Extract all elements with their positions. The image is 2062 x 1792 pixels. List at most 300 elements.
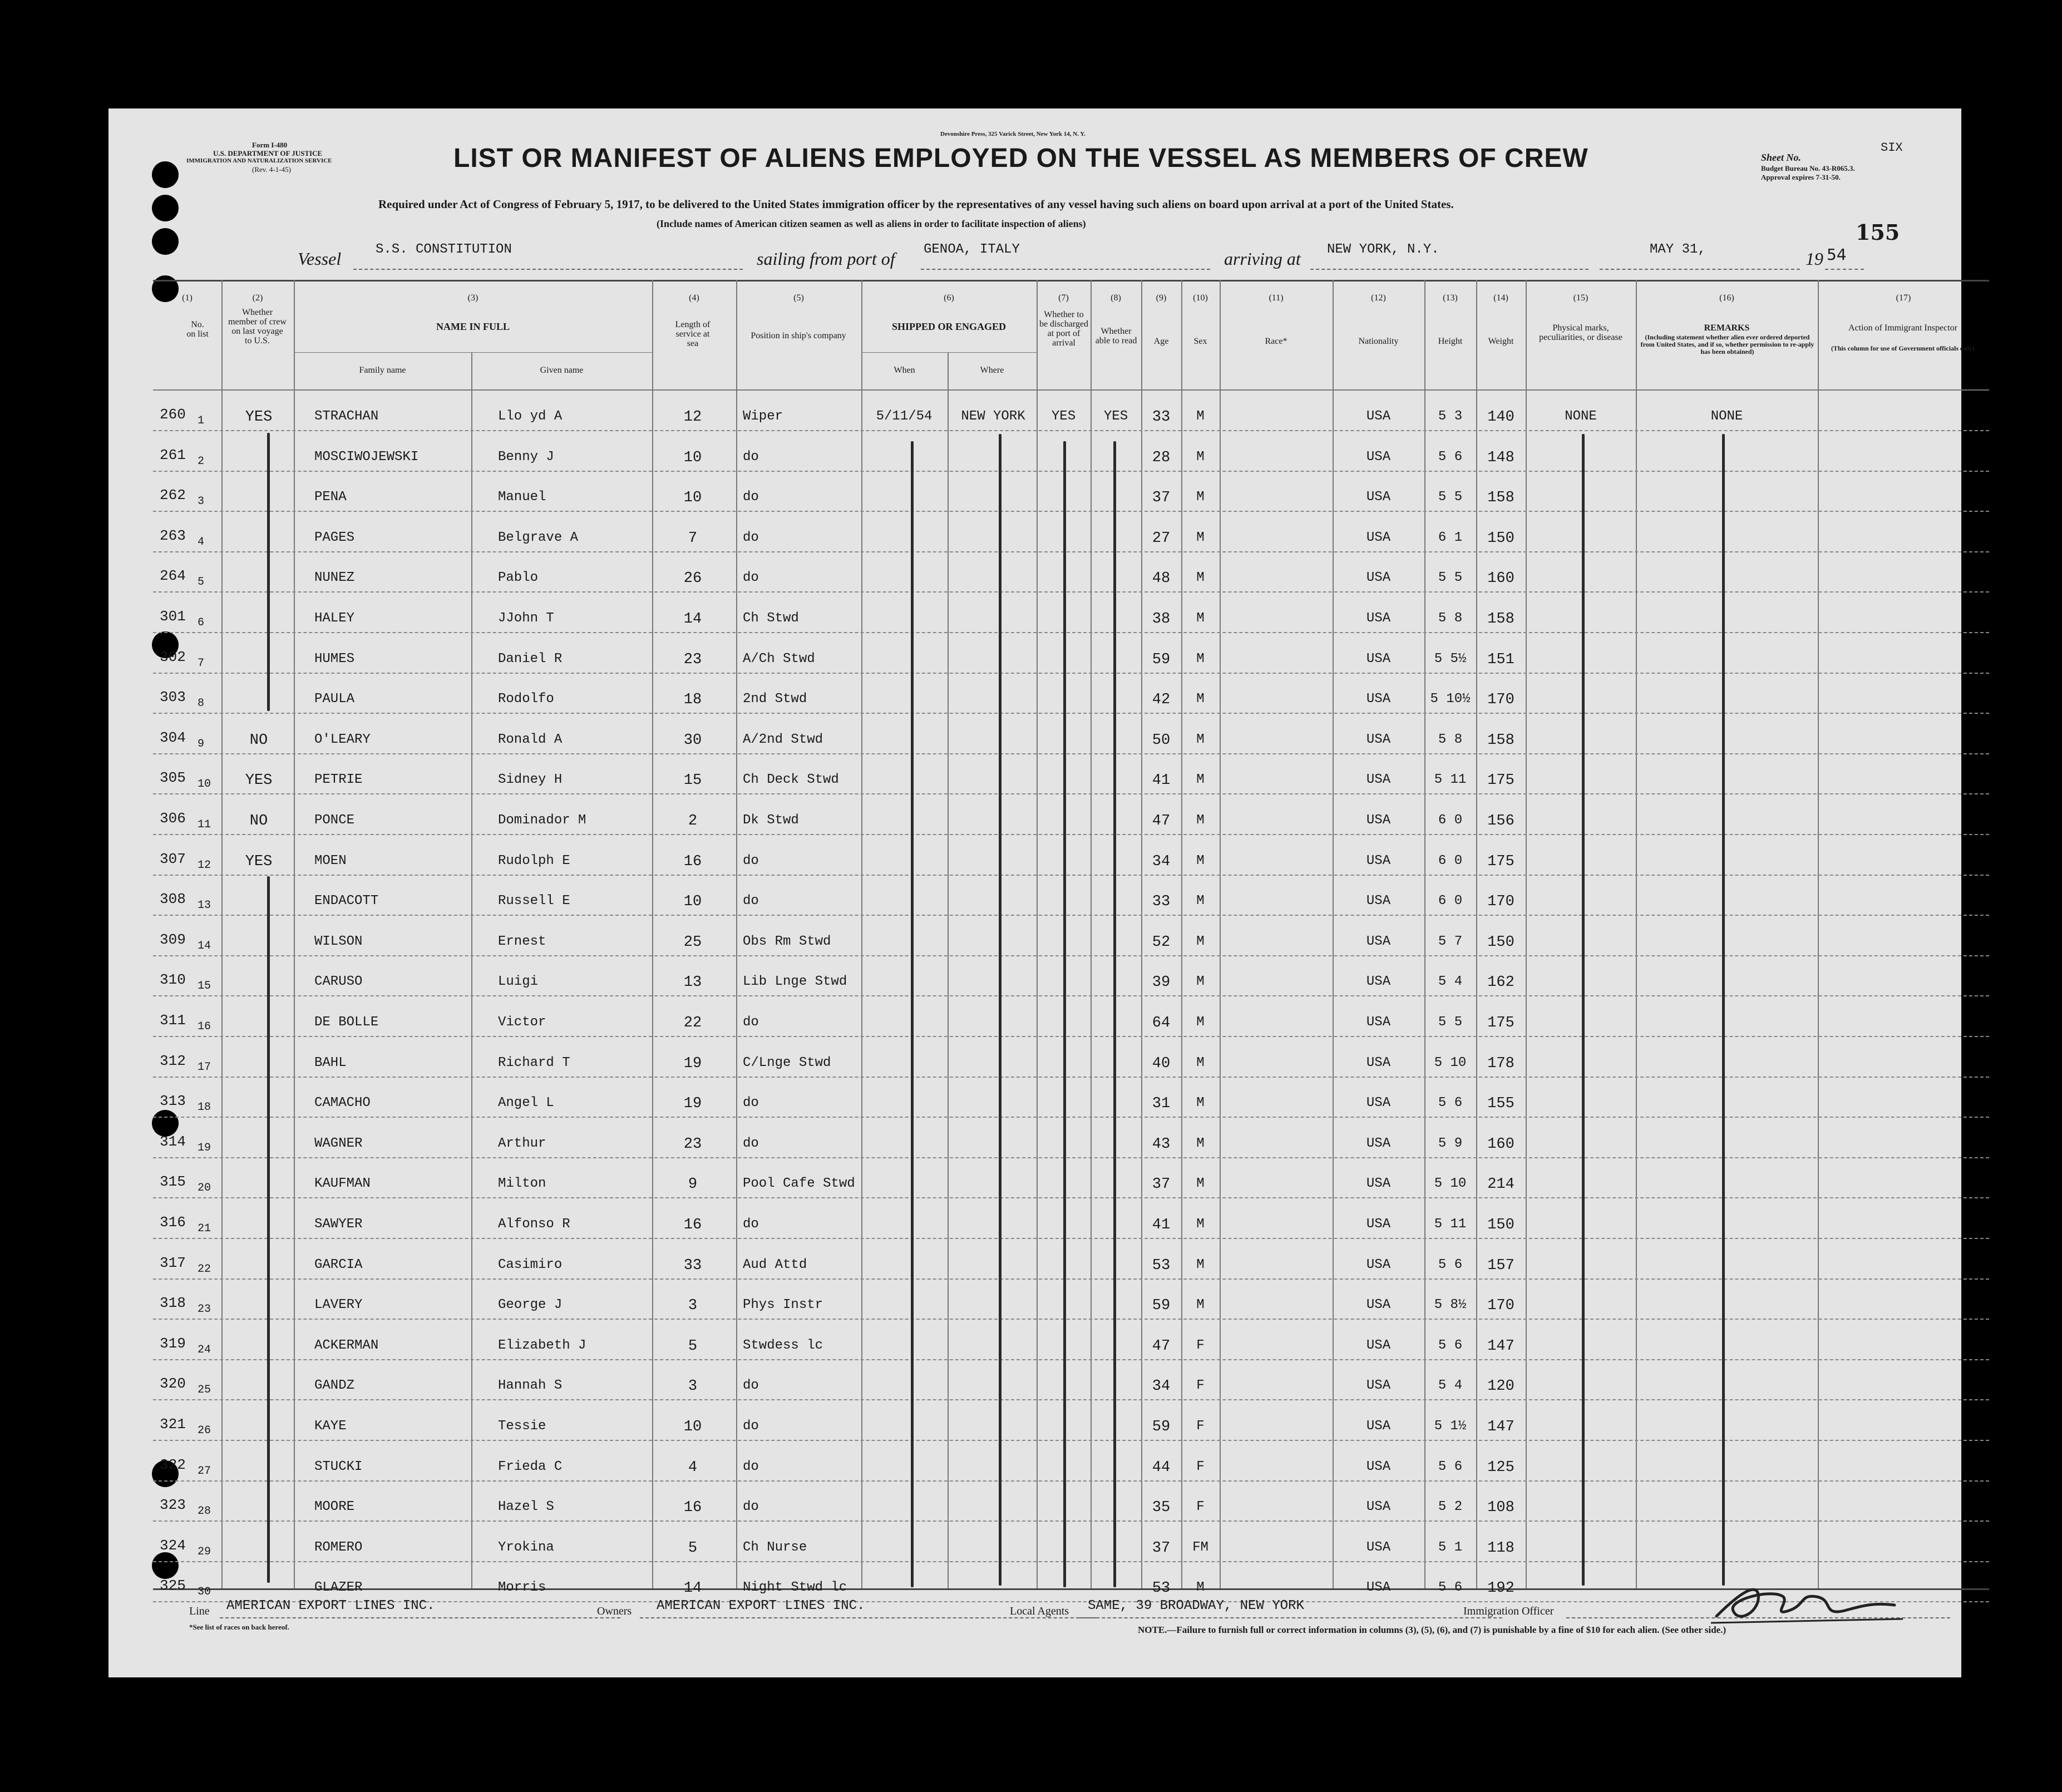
cell-weight: 160 — [1487, 1136, 1515, 1153]
cell-weight: 162 — [1487, 974, 1515, 991]
col5-number: (5) — [793, 293, 804, 303]
cell-family: CARUSO — [314, 974, 363, 990]
agents-value: SAME, 39 BROADWAY, NEW YORK — [1088, 1598, 1304, 1613]
row-list-number: 310 — [160, 971, 186, 989]
cell-service: 10 — [683, 893, 702, 911]
row-list-number: 303 — [160, 689, 186, 706]
cell-given: Belgrave A — [498, 530, 579, 545]
row-line-number: 30 — [198, 1586, 211, 1599]
row-list-number: 320 — [160, 1375, 186, 1393]
row-line-number: 20 — [198, 1182, 211, 1195]
row-line-number: 22 — [198, 1262, 211, 1276]
cell-nationality: USA — [1366, 409, 1391, 424]
cell-height: 5 10 — [1434, 1055, 1467, 1070]
cell-family: WILSON — [314, 934, 363, 949]
cell-given: Tessie — [498, 1419, 546, 1434]
row-line-number: 5 — [198, 576, 205, 589]
cell-position: C/Lnge Stwd — [743, 1055, 831, 1070]
cell-weight: 151 — [1487, 651, 1515, 668]
col3-given-header: Given name — [540, 366, 584, 375]
cell-weight: 170 — [1487, 893, 1515, 911]
row-rule — [153, 915, 1989, 916]
col4-header: Length of service at sea — [675, 320, 711, 348]
ditto-stroke — [999, 434, 1002, 1586]
cell-weight: 140 — [1487, 409, 1515, 426]
row-rule — [153, 471, 1989, 472]
cell-height: 5 11 — [1434, 1217, 1467, 1232]
cell-age: 40 — [1152, 1055, 1171, 1072]
cell-position: do — [743, 530, 759, 545]
cell-nationality: USA — [1366, 611, 1391, 626]
cell-sex: F — [1196, 1459, 1205, 1474]
col3-header: NAME IN FULL — [436, 321, 510, 332]
cell-given: Hannah S — [498, 1378, 563, 1394]
cell-weight: 156 — [1487, 813, 1515, 830]
cell-position: Pool Cafe Stwd — [743, 1176, 855, 1192]
col9-number: (9) — [1156, 293, 1167, 303]
cell-weight: 170 — [1487, 1297, 1515, 1315]
cell-nationality: USA — [1366, 490, 1391, 505]
ditto-stroke — [911, 441, 914, 1587]
cell-height: 5 2 — [1438, 1499, 1463, 1515]
row-list-number: 323 — [160, 1497, 186, 1514]
row-rule — [153, 1359, 1989, 1360]
owners-label: Owners — [597, 1605, 632, 1617]
ditto-stroke — [267, 876, 270, 1583]
cell-position: A/2nd Stwd — [743, 732, 823, 747]
cell-position: do — [743, 893, 759, 909]
row-rule — [153, 793, 1989, 794]
cell-position: do — [743, 1015, 759, 1030]
cell-crew: NO — [249, 732, 268, 749]
cell-age: 38 — [1152, 611, 1171, 628]
row-line-number: 10 — [198, 778, 211, 791]
cell-nationality: USA — [1366, 853, 1391, 868]
cell-age: 53 — [1152, 1580, 1171, 1597]
cell-family: SAWYER — [314, 1217, 363, 1232]
row-list-number: 311 — [160, 1012, 186, 1029]
cell-service: 30 — [683, 732, 702, 749]
cell-service: 22 — [683, 1015, 702, 1031]
sailing-label: sailing from port of — [757, 249, 895, 269]
cell-nationality: USA — [1366, 1378, 1391, 1394]
cell-sex: M — [1196, 1136, 1205, 1151]
cell-service: 14 — [683, 1580, 702, 1597]
col16-number: (16) — [1719, 293, 1734, 303]
cell-sex: M — [1196, 1297, 1205, 1313]
cell-age: 59 — [1152, 651, 1171, 668]
row-list-number: 262 — [160, 487, 186, 504]
row-list-number: 317 — [160, 1254, 186, 1271]
cell-height: 5 7 — [1438, 934, 1463, 949]
col16-header: REMARKS — [1704, 323, 1750, 333]
row-line-number: 6 — [198, 616, 205, 629]
cell-position: Stwdess lc — [743, 1337, 823, 1353]
cell-sex: M — [1196, 692, 1205, 707]
cell-age: 33 — [1152, 893, 1171, 911]
cell-age: 53 — [1152, 1257, 1171, 1274]
row-rule — [153, 1440, 1989, 1441]
cell-position: Ch Stwd — [743, 611, 799, 626]
cell-nationality: USA — [1366, 1257, 1391, 1272]
cell-given: Yrokina — [498, 1539, 554, 1555]
row-line-number: 2 — [198, 455, 205, 468]
cell-service: 13 — [683, 974, 702, 991]
cell-sex: M — [1196, 1580, 1205, 1596]
cell-sex: F — [1196, 1499, 1205, 1515]
row-line-number: 18 — [198, 1101, 211, 1114]
cell-crew: YES — [245, 409, 273, 426]
cell-height: 5 6 — [1438, 1580, 1463, 1596]
cell-position: do — [743, 490, 759, 505]
cell-nationality: USA — [1366, 1095, 1391, 1111]
cell-family: KAYE — [314, 1419, 347, 1434]
vessel-label: Vessel — [298, 249, 342, 269]
cell-family: STRACHAN — [314, 409, 379, 424]
cell-crew: YES — [245, 853, 273, 870]
ditto-stroke — [1063, 441, 1066, 1587]
row-line-number: 12 — [198, 858, 211, 872]
cell-family: PETRIE — [314, 772, 363, 788]
col13-number: (13) — [1443, 293, 1458, 303]
cell-weight: 150 — [1487, 1217, 1515, 1233]
cell-weight: 147 — [1487, 1419, 1515, 1435]
cell-family: KAUFMAN — [314, 1176, 371, 1192]
cell-service: 9 — [688, 1176, 698, 1193]
cell-service: 16 — [683, 1499, 702, 1517]
cell-given: Russell E — [498, 893, 570, 909]
officer-label: Immigration Officer — [1463, 1605, 1554, 1617]
cell-family: GARCIA — [314, 1257, 363, 1272]
cell-height: 5 8½ — [1434, 1297, 1467, 1313]
row-list-number: 319 — [160, 1335, 186, 1352]
row-rule — [153, 673, 1989, 674]
row-list-number: 305 — [160, 769, 186, 787]
row-list-number: 301 — [160, 608, 186, 625]
row-list-number: 315 — [160, 1173, 186, 1191]
cell-height: 6 0 — [1438, 813, 1463, 828]
cell-nationality: USA — [1366, 1580, 1391, 1596]
cell-weight: 155 — [1487, 1095, 1515, 1113]
cell-nationality: USA — [1366, 1217, 1391, 1232]
cell-nationality: USA — [1366, 772, 1391, 788]
page-subtitle-note: (Include names of American citizen seamen as well as aliens in order to facilitate inspection of aliens) — [657, 218, 1086, 229]
cell-height: 5 5 — [1438, 570, 1463, 586]
cell-sex: M — [1196, 1176, 1205, 1192]
cell-sex: M — [1196, 490, 1205, 505]
cell-position: do — [743, 853, 759, 868]
row-rule — [153, 591, 1989, 593]
col17-number: (17) — [1896, 293, 1911, 303]
cell-remarks: NONE — [1710, 409, 1743, 424]
ditto-stroke — [267, 433, 270, 711]
cell-nationality: USA — [1366, 1459, 1391, 1474]
page-title: LIST OR MANIFEST OF ALIENS EMPLOYED ON THE VESSEL AS MEMBERS OF CREW — [453, 144, 1589, 173]
row-line-number: 15 — [198, 980, 211, 993]
cell-age: 37 — [1152, 1539, 1171, 1557]
cell-family: GANDZ — [314, 1378, 355, 1394]
cell-weight: 214 — [1487, 1176, 1515, 1193]
cell-age: 50 — [1152, 732, 1171, 749]
row-line-number: 24 — [198, 1343, 211, 1356]
row-list-number: 302 — [160, 648, 186, 665]
sheet-label: Sheet No. — [1761, 152, 1801, 163]
arrival-port: NEW YORK, N.Y. — [1327, 242, 1439, 257]
col14-header: Weight — [1488, 337, 1514, 346]
cell-nationality: USA — [1366, 813, 1391, 828]
col13-header: Height — [1438, 337, 1463, 346]
row-line-number: 9 — [198, 737, 205, 751]
cell-nationality: USA — [1366, 1176, 1391, 1192]
row-rule — [153, 1278, 1989, 1280]
officer-signature — [1705, 1572, 1906, 1633]
cell-nationality: USA — [1366, 1499, 1391, 1515]
cell-position: A/Ch Stwd — [743, 651, 815, 667]
col5-header: Position in ship's company — [751, 331, 846, 340]
cell-age: 59 — [1152, 1297, 1171, 1315]
cell-family: PONCE — [314, 813, 355, 828]
cell-sex: M — [1196, 651, 1205, 667]
cell-age: 27 — [1152, 530, 1171, 547]
line-value: AMERICAN EXPORT LINES INC. — [226, 1598, 435, 1613]
cell-sex: M — [1196, 974, 1205, 990]
cell-height: 5 9 — [1438, 1136, 1463, 1151]
departure-port: GENOA, ITALY — [924, 242, 1020, 257]
form-number: Form I-480 — [252, 141, 288, 149]
cell-family: PENA — [314, 490, 347, 505]
cell-age: 43 — [1152, 1136, 1171, 1153]
col17-header: Action of Immigrant Inspector — [1848, 323, 1957, 333]
cell-nationality: USA — [1366, 1539, 1391, 1555]
cell-sex: M — [1196, 530, 1205, 545]
row-rule — [153, 1036, 1989, 1037]
cell-age: 34 — [1152, 853, 1171, 870]
cell-service: 4 — [688, 1459, 698, 1476]
col8-header: Whether able to read — [1095, 327, 1137, 345]
cell-weight: 170 — [1487, 692, 1515, 709]
cell-weight: 150 — [1487, 934, 1515, 951]
row-list-number: 260 — [160, 406, 186, 423]
cell-given: Ernest — [498, 934, 546, 949]
cell-age: 37 — [1152, 1176, 1171, 1193]
row-list-number: 308 — [160, 891, 186, 908]
cell-position: do — [743, 1459, 759, 1474]
row-rule — [153, 1399, 1989, 1400]
cell-family: STUCKI — [314, 1459, 363, 1474]
cell-family: PAGES — [314, 530, 355, 545]
cell-position: Wiper — [743, 409, 783, 424]
cell-family: MOORE — [314, 1499, 355, 1515]
row-rule — [153, 1197, 1989, 1198]
row-rule — [153, 753, 1989, 754]
cell-family: ROMERO — [314, 1539, 363, 1555]
row-line-number: 14 — [198, 939, 211, 952]
races-note: *See list of races on back hereof. — [189, 1623, 289, 1631]
col12-header: Nationality — [1358, 337, 1399, 346]
cell-given: Milton — [498, 1176, 546, 1192]
cell-weight: 175 — [1487, 772, 1515, 789]
cell-given: Frieda C — [498, 1459, 563, 1474]
cell-given: Ronald A — [498, 732, 563, 747]
owners-value: AMERICAN EXPORT LINES INC. — [657, 1598, 865, 1613]
cell-family: LAVERY — [314, 1297, 363, 1313]
cell-position: do — [743, 1217, 759, 1232]
cell-age: 35 — [1152, 1499, 1171, 1517]
col14-number: (14) — [1493, 293, 1508, 303]
cell-height: 5 8 — [1438, 611, 1463, 626]
cell-crew: NO — [249, 813, 268, 830]
col3-number: (3) — [467, 293, 478, 303]
cell-height: 5 1 — [1438, 1539, 1463, 1555]
cell-height: 5 6 — [1438, 449, 1463, 465]
cell-nationality: USA — [1366, 893, 1391, 909]
row-rule — [153, 430, 1989, 431]
cell-weight: 158 — [1487, 611, 1515, 628]
col7-number: (7) — [1058, 293, 1069, 303]
cell-weight: 125 — [1487, 1459, 1515, 1476]
cell-sex: M — [1196, 570, 1205, 586]
cell-nationality: USA — [1366, 1055, 1391, 1070]
row-list-number: 261 — [160, 446, 186, 463]
col8-number: (8) — [1111, 293, 1121, 303]
cell-service: 5 — [688, 1337, 698, 1355]
cell-sex: F — [1196, 1378, 1205, 1394]
cell-sex: M — [1196, 611, 1205, 626]
punch-hole — [152, 1110, 179, 1137]
cell-height: 5 6 — [1438, 1095, 1463, 1111]
cell-position: do — [743, 449, 759, 465]
cell-given: JJohn T — [498, 611, 554, 626]
row-rule — [153, 875, 1989, 876]
cell-family: ENDACOTT — [314, 893, 379, 909]
ditto-stroke — [1722, 434, 1725, 1586]
cell-weight: 157 — [1487, 1257, 1515, 1274]
col3-family-header: Family name — [359, 366, 406, 375]
cell-when: 5/11/54 — [876, 409, 933, 424]
col10-header: Sex — [1193, 337, 1207, 346]
cell-service: 5 — [688, 1539, 698, 1557]
year-suffix: 54 — [1827, 245, 1847, 264]
row-line-number: 8 — [198, 697, 205, 710]
cell-position: Ch Deck Stwd — [743, 772, 839, 788]
cell-weight: 160 — [1487, 570, 1515, 588]
cell-age: 44 — [1152, 1459, 1171, 1476]
row-line-number: 21 — [198, 1222, 211, 1235]
arriving-label: arriving at — [1224, 249, 1301, 269]
col15-number: (15) — [1573, 293, 1589, 303]
cell-sex: M — [1196, 1257, 1205, 1272]
row-rule — [153, 995, 1989, 996]
arrival-date: MAY 31, — [1650, 242, 1706, 257]
cell-age: 37 — [1152, 490, 1171, 507]
ditto-stroke — [1582, 434, 1585, 1586]
cell-sex: M — [1196, 813, 1205, 828]
row-line-number: 23 — [198, 1303, 211, 1316]
row-line-number: 1 — [198, 414, 205, 427]
cell-weight: 175 — [1487, 853, 1515, 870]
cell-height: 5 10 — [1434, 1176, 1467, 1192]
cell-crew: YES — [245, 772, 273, 789]
agents-label: Local Agents — [1010, 1605, 1069, 1617]
row-list-number: 309 — [160, 931, 186, 948]
cell-weight: 150 — [1487, 530, 1515, 547]
cell-weight: 158 — [1487, 732, 1515, 749]
cell-nationality: USA — [1366, 1419, 1391, 1434]
cell-family: WAGNER — [314, 1136, 363, 1151]
row-line-number: 13 — [198, 899, 211, 912]
cell-sex: M — [1196, 853, 1205, 868]
cell-service: 2 — [688, 813, 698, 830]
cell-family: ACKERMAN — [314, 1337, 379, 1353]
cell-position: do — [743, 1095, 759, 1111]
cell-height: 5 1½ — [1434, 1419, 1467, 1434]
cell-service: 16 — [683, 853, 702, 870]
cell-family: CAMACHO — [314, 1095, 371, 1111]
cell-sex: M — [1196, 732, 1205, 747]
cell-age: 34 — [1152, 1378, 1171, 1395]
cell-sex: M — [1196, 772, 1205, 788]
cell-family: O'LEARY — [314, 732, 371, 747]
cell-sex: FM — [1192, 1539, 1208, 1555]
cell-nationality: USA — [1366, 1136, 1391, 1151]
row-list-number: 304 — [160, 729, 186, 746]
row-line-number: 26 — [198, 1424, 211, 1437]
cell-position: do — [743, 1419, 759, 1434]
cell-height: 5 4 — [1438, 1378, 1463, 1394]
cell-service: 23 — [683, 651, 702, 668]
cell-age: 48 — [1152, 570, 1171, 588]
punch-hole — [152, 228, 179, 255]
row-rule — [153, 955, 1989, 956]
row-line-number: 29 — [198, 1545, 211, 1558]
cell-family: NUNEZ — [314, 570, 355, 586]
cell-age: 42 — [1152, 692, 1171, 709]
cell-weight: 192 — [1487, 1580, 1515, 1597]
service-line: IMMIGRATION AND NATURALIZATION SERVICE — [186, 157, 332, 164]
cell-given: Luigi — [498, 974, 539, 990]
cell-sex: M — [1196, 449, 1205, 465]
col6-header: SHIPPED OR ENGAGED — [891, 321, 1007, 332]
cell-sex: F — [1196, 1337, 1205, 1353]
row-line-number: 3 — [198, 495, 205, 509]
cell-age: 47 — [1152, 813, 1171, 830]
ditto-stroke — [1113, 441, 1116, 1587]
cell-position: Ch Nurse — [743, 1539, 807, 1555]
cell-given: Daniel R — [498, 651, 563, 667]
cell-nationality: USA — [1366, 570, 1391, 586]
col10-number: (10) — [1193, 293, 1208, 303]
revision-line: (Rev. 4-1-45) — [252, 165, 291, 174]
cell-age: 64 — [1152, 1015, 1171, 1031]
row-rule — [153, 1157, 1989, 1158]
cell-given: Sidney H — [498, 772, 563, 788]
col6-when-header: When — [894, 366, 915, 375]
row-list-number: 263 — [160, 527, 186, 544]
cell-nationality: USA — [1366, 974, 1391, 990]
col6-where-header: Where — [980, 366, 1004, 375]
cell-given: George J — [498, 1297, 563, 1313]
cell-given: Dominador M — [498, 813, 586, 828]
cell-age: 47 — [1152, 1337, 1171, 1355]
cell-sex: M — [1196, 1055, 1205, 1070]
page-subtitle: Required under Act of Congress of February 5, 1917, to be delivered to the United States immigration officer by the representatives of any vessel having such aliens on board upon arrival at a port of the United States. — [378, 198, 1454, 211]
page-number: 155 — [1856, 220, 1900, 245]
row-list-number: 307 — [160, 850, 186, 867]
cell-read: YES — [1103, 409, 1128, 424]
row-rule — [153, 713, 1989, 714]
printer-line: Devonshire Press, 325 Varick Street, New York 14, N. Y. — [940, 131, 1086, 137]
cell-height: 5 5½ — [1434, 651, 1467, 667]
